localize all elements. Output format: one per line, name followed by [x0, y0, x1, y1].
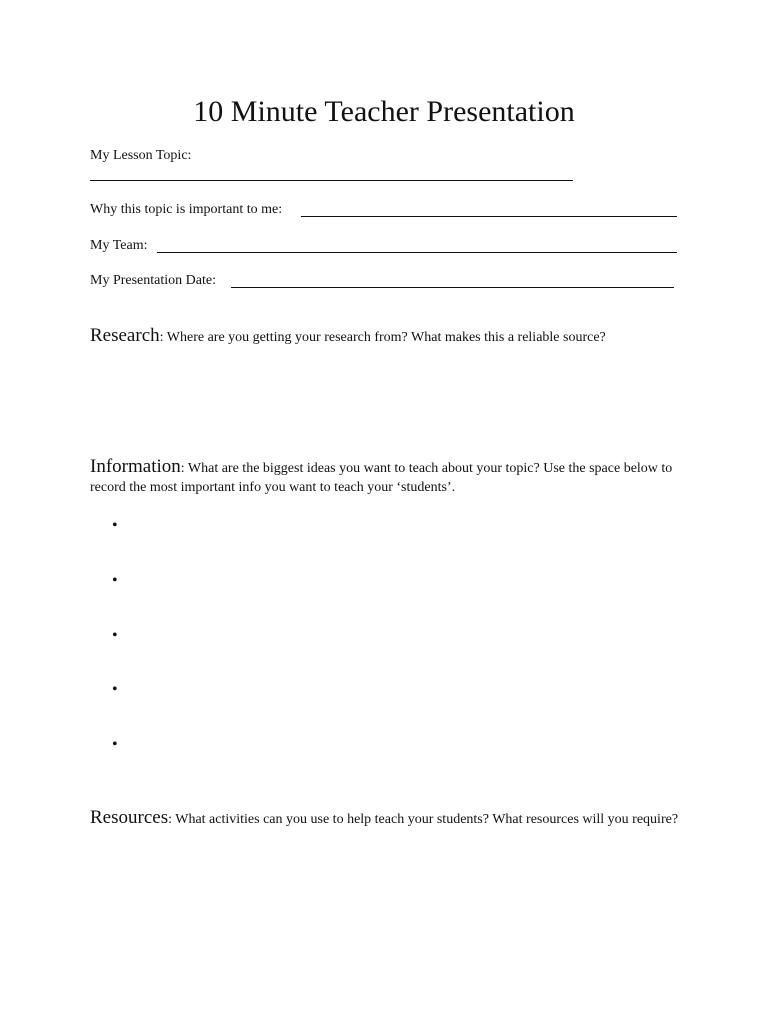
list-item-bullet: • — [112, 572, 118, 589]
my-team-line[interactable] — [157, 252, 677, 253]
list-item-bullet: • — [112, 627, 118, 644]
lesson-topic-label: My Lesson Topic: — [90, 148, 192, 163]
information-section — [90, 457, 680, 497]
page-title: 10 Minute Teacher Presentation — [193, 95, 575, 128]
research-prompt: : Where are you getting your research from? What makes this a reliable source? — [159, 330, 606, 345]
why-important-label: Why this topic is important to me: — [90, 202, 283, 217]
presentation-date-line[interactable] — [231, 287, 674, 288]
list-item-bullet: • — [112, 736, 118, 753]
resources-section — [90, 808, 680, 829]
list-item-bullet: • — [112, 681, 118, 698]
research-section — [90, 326, 680, 347]
information-prompt: : What are the biggest ideas you want to teach about your topic? Use the space below to record the most important info you want to teach your ‘students’. — [90, 461, 673, 495]
information-heading: Information — [90, 456, 181, 477]
my-team-label: My Team: — [90, 238, 148, 253]
lesson-topic-line[interactable] — [90, 180, 573, 181]
why-important-line[interactable] — [301, 216, 677, 217]
list-item-bullet: • — [112, 517, 118, 534]
presentation-date-label: My Presentation Date: — [90, 273, 216, 288]
resources-prompt: : What activities can you use to help teach your students? What resources will you require? — [168, 812, 679, 827]
research-heading: Research — [90, 325, 160, 346]
resources-heading: Resources — [90, 807, 169, 828]
